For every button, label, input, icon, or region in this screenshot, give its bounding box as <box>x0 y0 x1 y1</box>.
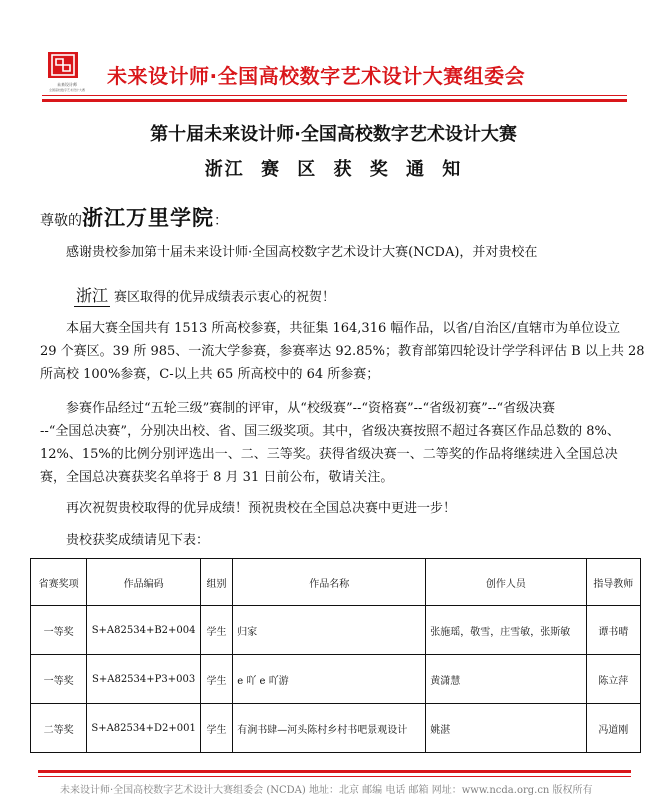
cell-group: 学生 <box>200 704 232 753</box>
footer-rule-thick <box>38 770 631 773</box>
paragraph-rules-line4: 赛，全国总决赛获奖名单将于 8 月 31 日前公布，敬请关注。 <box>40 470 394 485</box>
cell-creators: 张施瑶，敬雪，庄雪敏，张斯敏 <box>426 606 586 655</box>
paragraph-rules-line1: 参赛作品经过“五轮三级”赛制的评审，从“校级赛”--“资格赛”--“省级初赛”--“省级决赛 <box>66 401 556 416</box>
cell-group: 学生 <box>200 606 232 655</box>
paragraph-stats-line2: 29 个赛区。39 所 985、一流大学参赛，参赛率达 92.85%；教育部第四轮设计学学科评估 B 以上共 28 <box>40 344 645 359</box>
region-line-text: 赛区取得的优异成绩表示衷心的祝贺！ <box>114 290 336 305</box>
table-row <box>31 704 641 753</box>
ncda-logo-icon <box>48 52 78 78</box>
paragraph-congrats: 再次祝贺贵校取得的优异成绩！预祝贵校在全国总决赛中更进一步！ <box>66 501 457 516</box>
cell-title: 有涧书肆—河头陈村乡村书吧景观设计 <box>233 704 426 753</box>
cell-advisor: 陈立萍 <box>586 655 640 704</box>
cell-title: e 吖 e 吖游 <box>233 655 426 704</box>
header-award: 省赛奖项 <box>31 559 87 606</box>
header-group: 组别 <box>200 559 232 606</box>
cell-advisor: 冯道刚 <box>586 704 640 753</box>
paragraph-table-intro: 贵校获奖成绩请见下表： <box>66 533 210 548</box>
cell-creators: 黄潇慧 <box>426 655 586 704</box>
paragraph-thanks: 感谢贵校参加第十届未来设计师·全国高校数字艺术设计大赛(NCDA)，并对贵校在 <box>66 245 538 260</box>
region-line <box>74 283 335 307</box>
table-row <box>31 655 641 704</box>
footer-text: 未来设计师·全国高校数字艺术设计大赛组委会 (NCDA) 地址：北京 邮编 电话 邮箱 网址：www.ncda.org.cn 版权所有 <box>60 785 593 796</box>
paragraph-rules-line2: --“全国总决赛”，分别决出校、省、国三级奖项。其中，省级决赛按照不超过各赛区作品总数的 8%、 <box>40 424 620 439</box>
header-creators: 创作人员 <box>426 559 586 606</box>
paragraph-stats-line1: 本届大赛全国共有 1513 所高校参赛，共征集 164,316 幅作品，以省/自治区/直辖市为单位设立 <box>66 321 621 336</box>
document-subtitle: 浙江 赛 区 获 奖 通 知 <box>204 159 463 180</box>
organizer-name: 未来设计师·全国高校数字艺术设计大赛组委会 <box>107 64 526 88</box>
cell-title: 归家 <box>233 606 426 655</box>
awards-table <box>30 558 641 753</box>
footer-rule-thin <box>38 776 631 777</box>
header-advisor: 指导教师 <box>586 559 640 606</box>
cell-group: 学生 <box>200 655 232 704</box>
letterhead <box>0 0 667 102</box>
cell-award: 二等奖 <box>31 704 87 753</box>
logo-caption: 未来设计师 <box>57 82 77 87</box>
table-row <box>31 606 641 655</box>
cell-code: S+A82534+P3+003 <box>87 655 201 704</box>
header-title: 作品名称 <box>233 559 426 606</box>
school-name: 浙江万里学院 <box>82 205 214 230</box>
cell-code: S+A82534+D2+001 <box>87 704 201 753</box>
cell-award: 一等奖 <box>31 606 87 655</box>
salutation-prefix: 尊敬的 <box>40 213 82 229</box>
header-code: 作品编码 <box>87 559 201 606</box>
table-header-row <box>31 559 641 606</box>
header-rule-thick <box>42 99 627 102</box>
cell-advisor: 谭书晴 <box>586 606 640 655</box>
cell-creators: 姚湛 <box>426 704 586 753</box>
document-title: 第十届未来设计师·全国高校数字艺术设计大赛 <box>150 124 517 145</box>
salutation-suffix: ： <box>214 213 228 229</box>
header-rule-thin <box>42 95 627 96</box>
salutation <box>40 202 228 232</box>
cell-award: 一等奖 <box>31 655 87 704</box>
logo-subcaption: 全国高校数字艺术设计大赛 <box>48 88 85 92</box>
paragraph-rules-line3: 12%、15%的比例分别评选出一、二、三等奖。获得省级决赛一、二等奖的作品将继续进入全国总决 <box>40 447 618 462</box>
paragraph-stats-line3: 所高校 100%参赛，C-以上共 65 所高校中的 64 所参赛； <box>40 367 380 382</box>
region-name: 浙江 <box>74 283 110 307</box>
cell-code: S+A82534+B2+004 <box>87 606 201 655</box>
